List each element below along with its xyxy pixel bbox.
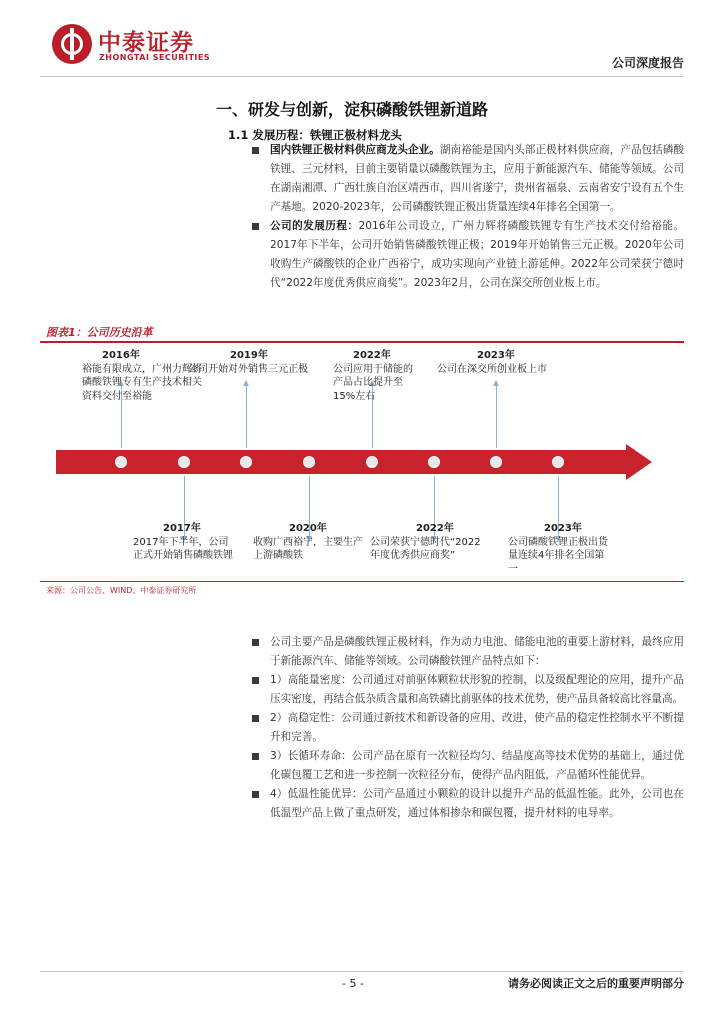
subsection-title: 1.1 发展历程：铁锂正极材料龙头: [228, 128, 402, 142]
event-year: 2022年: [353, 350, 391, 361]
event-year: 2019年: [230, 350, 268, 361]
bullet-square-icon: [252, 753, 259, 760]
bullet-body: 3）长循环寿命：公司产品在原有一次粒径均匀、结晶度高等技术优势的基础上，通过优化碳包覆工艺和进一步控制一次粒径分布，使得产品内阻低，产品循环性能优异。: [270, 750, 684, 781]
section-title: 一、研发与创新，淀积磷酸铁锂新道路: [216, 100, 489, 119]
product-bullet: [252, 671, 684, 709]
timeline-event-2017: [133, 522, 237, 563]
product-bullet: [252, 709, 684, 747]
bullet-body: 湖南裕能是国内头部正极材料供应商，产品包括磷酸铁锂、三元材料，目前主要销量以磷酸铁锂为主，应用于新能源汽车、储能等领域。公司在湖南湘潭、广西壮族自治区靖西市，四川省遂宁，贵州省福泉、云南省安宁设有五个生产基地。2020-2023年，公司磷酸铁锂正极出货量连续4年排名全国第一。: [270, 144, 685, 213]
bullet-square-icon: [252, 223, 259, 230]
footer-disclaimer: 请务必阅读正文之后的重要声明部分: [508, 977, 684, 990]
arrow-up-icon: [493, 380, 499, 386]
intro-bullet: [252, 217, 684, 293]
timeline-event-2019: [188, 349, 312, 376]
header-divider: [40, 76, 684, 77]
timeline-event-2022-top: [333, 349, 413, 403]
page-number: - 5 -: [342, 977, 364, 990]
bullet-body: 2）高稳定性：公司通过新技术和新设备的应用、改进，使产品的稳定性控制水平不断提升和完善。: [270, 712, 684, 743]
zhongtai-logo-icon: [52, 24, 92, 64]
bullet-lead: 国内铁锂正极材料供应商龙头企业。: [270, 144, 440, 156]
bullet-square-icon: [252, 791, 259, 798]
figure-label: 图表1：公司历史沿革: [46, 326, 153, 339]
event-year: 2022年: [416, 523, 454, 534]
timeline-node: [552, 456, 564, 468]
product-bullet: [252, 633, 684, 671]
timeline-node: [366, 456, 378, 468]
timeline-arrow-body: [56, 450, 628, 474]
timeline-connector: [496, 384, 497, 448]
report-type-label: 公司深度报告: [611, 56, 684, 70]
figure-source: 来源：公司公告、WIND、中泰证券研究所: [46, 586, 197, 595]
event-year: 2017年: [163, 523, 201, 534]
timeline-event-2022-bottom: [370, 522, 490, 563]
event-text: 公司荣获宁德时代“2022年度优秀供应商奖”: [370, 536, 481, 561]
product-bullet: [252, 785, 684, 823]
event-text: 收购广西裕宁，主要生产上游磷酸铁: [253, 536, 363, 561]
timeline-event-2020: [253, 522, 365, 563]
bullet-square-icon: [252, 147, 259, 154]
arrow-up-icon: [243, 380, 249, 386]
timeline-connector: [246, 384, 247, 448]
logo-chinese-name: 中泰证券: [98, 30, 194, 56]
bullet-body: 4）低温性能优异：公司产品通过小颗粒的设计以提升产品的低温性能。此外，公司也在低温型产品上做了重点研发，通过体相掺杂和碳包覆，提升材料的电导率。: [270, 788, 684, 819]
timeline-event-2023-bottom: [508, 522, 614, 576]
bullet-body: 公司主要产品是磷酸铁锂正极材料，作为动力电池、储能电池的重要上游材料，最终应用于新能源汽车、储能等领域。公司磷酸铁锂产品特点如下：: [270, 636, 684, 667]
bullet-lead: 公司的发展历程：: [270, 220, 359, 232]
bullet-body: 1）高能量密度：公司通过对前驱体颗粒状形貌的控制，以及级配理论的应用，提升产品压实密度，再结合低杂质含量和高铁磷比前驱体的技术优势，使产品具备较高比容量高。: [270, 674, 684, 705]
page-header: [40, 22, 684, 74]
timeline-node: [115, 456, 127, 468]
event-text: 公司开始对外销售三元正极: [188, 363, 308, 375]
figure-bottom-rule: [40, 581, 684, 582]
product-bullet-list: [252, 633, 684, 823]
intro-bullet-list: [252, 141, 684, 293]
bullet-square-icon: [252, 639, 259, 646]
event-text: 公司应用于储能的产品占比提升至15%左右: [333, 363, 413, 402]
event-year: 2023年: [544, 523, 582, 534]
timeline-node: [240, 456, 252, 468]
event-year: 2023年: [477, 350, 515, 361]
bullet-square-icon: [252, 715, 259, 722]
timeline-event-2023-top: [437, 349, 559, 376]
event-text: 2017年下半年，公司正式开始销售磷酸铁锂: [133, 536, 233, 561]
bullet-body: 2016年公司设立，广州力辉将磷酸铁锂专有生产技术交付给裕能。2017年下半年，公司开始销售磷酸铁锂正极；2019年开始销售三元正极。2020年公司收购生产磷酸铁的企业广西裕宁，成功实现向产业链上游延伸。2022年公司荣获宁德时代“2022年度优秀供应商奖”。2023年2月，公司在深交所创业板上市。: [270, 220, 684, 289]
logo-english-name: ZHONGTAI SECURITIES: [99, 53, 211, 62]
timeline-event-2016: [82, 349, 202, 403]
event-year: 2020年: [289, 523, 327, 534]
timeline-node: [490, 456, 502, 468]
event-year: 2016年: [102, 350, 140, 361]
event-text: 公司在深交所创业板上市: [437, 363, 547, 375]
event-text: 裕能有限成立，广州力辉将磷酸铁锂专有生产技术相关资料交付至裕能: [82, 363, 202, 402]
product-bullet: [252, 747, 684, 785]
footer-divider: [40, 971, 684, 972]
timeline-node: [428, 456, 440, 468]
bullet-square-icon: [252, 677, 259, 684]
intro-bullet: [252, 141, 684, 217]
figure-top-rule: [40, 341, 684, 343]
event-text: 公司磷酸铁锂正极出货量连续4年排名全国第一: [508, 536, 608, 575]
timeline-arrow-head-icon: [626, 444, 652, 480]
timeline-node: [178, 456, 190, 468]
timeline-node: [303, 456, 315, 468]
